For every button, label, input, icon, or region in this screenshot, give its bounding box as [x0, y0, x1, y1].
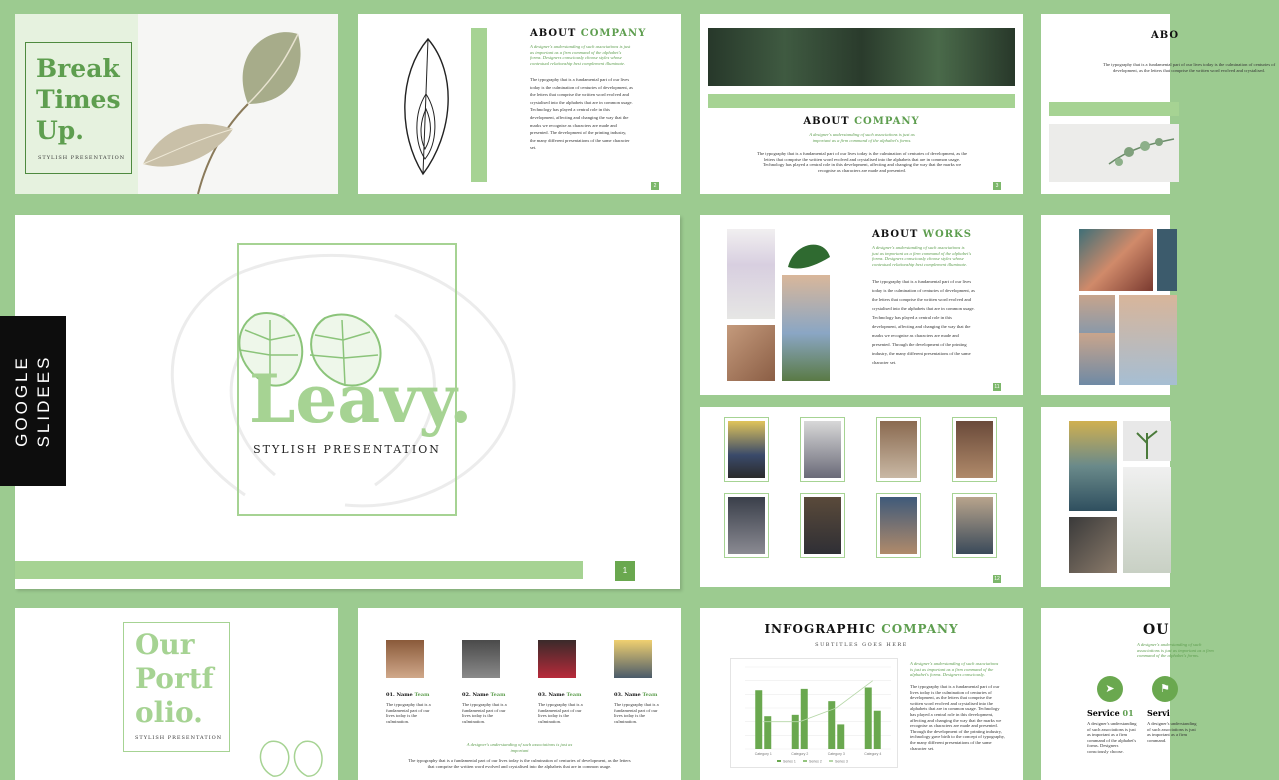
- monstera-photo: [784, 237, 832, 271]
- service-1-name: Service 01: [1087, 708, 1134, 718]
- gallery-frame-1: [724, 417, 769, 482]
- gallery-photo-1: [728, 421, 765, 478]
- x-tick-label: Category 1: [754, 752, 772, 756]
- main-title: Leavy.: [249, 360, 473, 438]
- about-title: ABOUT COMPANY: [803, 116, 920, 127]
- infographic-quote: A designer's understanding of such associations is just as important as a firm command of the alphabet's forms. Designers consciously.: [910, 661, 999, 678]
- cover-leaf-photo: [138, 14, 338, 194]
- gallery-photo-8: [956, 497, 993, 554]
- gallery-photo-6: [804, 497, 841, 554]
- slide-services-partial[interactable]: [1041, 608, 1214, 780]
- green-footer-bar: [15, 561, 583, 579]
- works-title: ABOUT WORKS: [872, 229, 972, 240]
- about-title: ABOUT COMPANY: [530, 28, 647, 39]
- slide-photos-partial[interactable]: [1041, 407, 1170, 587]
- gallery-frame-2: [800, 417, 845, 482]
- about-title-partial: ABO: [1151, 30, 1180, 41]
- google-slides-badge: [0, 316, 66, 486]
- page-number: 11: [994, 384, 1000, 390]
- gallery-frame-7: [876, 493, 921, 558]
- woman-photo-3: [1079, 333, 1115, 385]
- portfolio-title: Our Portf olio.: [135, 628, 214, 729]
- gallery-photo-4: [956, 421, 993, 478]
- bar-chart: [731, 659, 897, 767]
- woman-photo-2: [1119, 295, 1177, 385]
- green-horizontal-bar: [708, 94, 1015, 108]
- slide-about-company-2[interactable]: [700, 14, 1023, 194]
- services-title: OU: [1143, 622, 1170, 638]
- infographic-body: The typography that is a fundamental part of our lives today is the culmination of centuries of development, as the letters that comprise the written word evolved and crystalised into the alphabets that are in common usage. Technology has played a central role in this development, affecting and changing the way that the marks we recognise as characters are made and presented. Through the development of the printing industry, technology gave birth to the concept of typography, the many different presentations of the same character set.: [910, 684, 1005, 751]
- bar-series-2-3: [837, 724, 844, 749]
- flowers-photo: [727, 229, 775, 319]
- terrarium-photo: [1123, 467, 1171, 573]
- bar-series-1-1: [755, 690, 762, 749]
- infographic-title: INFOGRAPHIC COMPANY: [764, 622, 959, 636]
- series-3-line: [763, 681, 873, 722]
- gallery-photo-2: [804, 421, 841, 478]
- gallery-photo-3: [880, 421, 917, 478]
- member-card-1: 01. Name Team The typography that is a fundamental part of our lives today is the culmination.: [386, 692, 431, 724]
- green-horizontal-bar: [1049, 102, 1179, 116]
- team-body: The typography that is a fundamental part of our lives today is the culmination of centuries of development, as the letters that comprise the written word evolved and crystalised into the alphabets that are in common usage.: [408, 758, 631, 769]
- member-photo-4: [614, 640, 652, 678]
- woman-plant-photo: [782, 275, 830, 381]
- dark-leaves-photo: [708, 28, 1015, 86]
- services-quote: A designer's understanding of such associations is just as important as a firm command of the alphabet's forms.: [1137, 642, 1214, 659]
- bar-series-2-4: [874, 711, 881, 749]
- infographic-subtitle: SUBTITLES GOES HERE: [815, 642, 908, 648]
- member-card-2: 02. Name Team The typography that is a fundamental part of our lives today is the culmination.: [462, 692, 507, 724]
- gallery-frame-8: [952, 493, 997, 558]
- about-body: The typography that is a fundamental part of our lives today is the culmination of centuries of development, as the letters that comprise the written word evolved and crystalised into the alphabets that are in common usage. Technology has played a central role in this development, affecting and changing the way that the marks we recognise as characters are made and presented.: [757, 151, 967, 173]
- service-1-desc: A designer's understanding of such associations is just as important as a firm command of the alphabet's forms. Designers consciously choose.: [1087, 721, 1137, 754]
- redhead-portrait-photo: [1079, 229, 1153, 291]
- slide-portraits-partial[interactable]: [1041, 215, 1170, 395]
- cover-subtitle: STYLISH PRESENTATION: [38, 155, 126, 161]
- slide-about-works[interactable]: [700, 215, 1023, 395]
- hands-photo: [727, 325, 775, 381]
- service-2-icon: ⚑: [1152, 676, 1178, 702]
- x-tick-label: Category 4: [864, 752, 882, 756]
- bar-series-1-2: [792, 715, 799, 749]
- legend-label: Series 2: [809, 759, 822, 764]
- main-subtitle: STYLISH PRESENTATION: [253, 443, 441, 456]
- legend-swatch: [777, 760, 781, 762]
- slide-team[interactable]: [358, 608, 681, 780]
- slide-team-gallery[interactable]: [700, 407, 1023, 587]
- eucalyptus-photo: [1049, 124, 1179, 182]
- member-photo-1: [386, 640, 424, 678]
- about-quote: A designer's understanding of such associations is just as important as a firm command of the alphabet's forms. Designers consciously choose styles whose contextual relationship best complement illuminate.: [530, 44, 631, 66]
- cover-title-frame: [25, 42, 132, 174]
- page-number: 12: [994, 576, 1000, 582]
- service-2-name: Servi: [1147, 708, 1170, 718]
- works-quote: A designer's understanding of such associations is just as important as a firm command of the alphabet's forms. Designers consciously choose styles whose contextual relationship best complement illuminate.: [872, 245, 972, 267]
- legend-swatch: [829, 760, 833, 762]
- man-portrait-photo: [1069, 421, 1117, 511]
- portfolio-subtitle: STYLISH PRESENTATION: [135, 735, 223, 741]
- slide-infographic[interactable]: [700, 608, 1023, 780]
- team-quote: A designer's understanding of such associations is just as important: [466, 742, 573, 753]
- slide-about-company-1[interactable]: [358, 14, 681, 194]
- plant-photo: [1123, 421, 1171, 461]
- service-2-desc: A designer's understanding of such associations is just as important as a firm command.: [1147, 721, 1197, 743]
- legend-label: Series 1: [783, 759, 796, 764]
- about-quote: A designer's understanding of such associations is just as important as a firm command of the alphabet's forms.: [809, 132, 915, 143]
- leaf-line-art: [393, 34, 463, 179]
- legend-label: Series 3: [835, 759, 848, 764]
- works-body: The typography that is a fundamental part of our lives today is the culmination of centuries of development, as the letters that comprise the written word evolved and crystalised into the alphabets that are in common usage. Technology has played a central role in this development, affecting and changing the way that the marks we recognise as characters are made and presented. Through the development of the printing industry, the many different presentations of the same character set.: [872, 279, 975, 365]
- gallery-frame-5: [724, 493, 769, 558]
- member-card-3: 03. Name Team The typography that is a fundamental part of our lives today is the culmination.: [538, 692, 583, 724]
- about-body-partial: The typography that is a fundamental part of our lives today is the culmination of centuries of development, as the letters that comprise the written word evolved and crystalised.: [1102, 62, 1276, 73]
- badge-line-1: GOOGLE: [12, 355, 31, 447]
- page-number: 2: [651, 182, 659, 190]
- slide-cover[interactable]: [15, 14, 338, 194]
- gallery-frame-4: [952, 417, 997, 482]
- gallery-photo-5: [728, 497, 765, 554]
- hand-phone-photo: [1069, 517, 1117, 573]
- x-tick-label: Category 3: [827, 752, 845, 756]
- service-1-icon: ➤: [1097, 676, 1123, 702]
- bar-series-2-1: [764, 716, 771, 749]
- member-photo-2: [462, 640, 500, 678]
- cover-title: Break Times Up.: [36, 54, 121, 145]
- slide-main-leavy[interactable]: [15, 215, 680, 589]
- legend-swatch: [803, 760, 807, 762]
- monstera-small-icon: [255, 738, 325, 778]
- blue-photo: [1157, 229, 1177, 291]
- bar-series-1-4: [865, 688, 872, 750]
- about-body: The typography that is a fundamental part of our lives today is the culmination of centuries of development, as the letters that comprise the written word evolved and crystalised into the alphabets that are in common usage. Technology has played a central role in this development, affecting and changing the way that the marks we recognise as characters are made and presented. The development of the printing industry, the many different presentations of the same character set.: [530, 77, 633, 151]
- gallery-photo-7: [880, 497, 917, 554]
- gallery-frame-6: [800, 493, 845, 558]
- page-number: 1: [615, 561, 635, 581]
- x-tick-label: Category 2: [791, 752, 809, 756]
- green-vertical-bar: [471, 28, 487, 182]
- member-photo-3: [538, 640, 576, 678]
- badge-line-2: SLIDEES: [34, 354, 53, 448]
- member-card-4: 03. Name Team The typography that is a fundamental part of our lives today is the culmination.: [614, 692, 659, 724]
- slide-portfolio[interactable]: [15, 608, 338, 780]
- chart-container: [730, 658, 898, 768]
- page-number: 3: [993, 182, 1001, 190]
- gallery-frame-3: [876, 417, 921, 482]
- slide-about-partial[interactable]: [1041, 14, 1276, 194]
